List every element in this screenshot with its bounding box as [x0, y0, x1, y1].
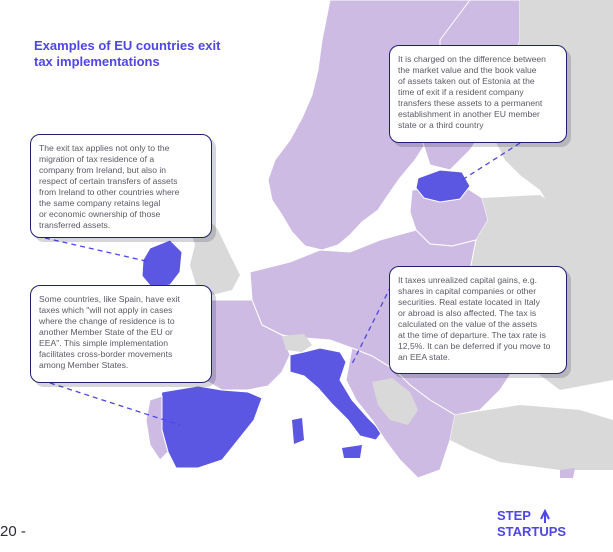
- sicily-shape: [342, 445, 362, 458]
- page-number: 20 -: [0, 523, 26, 540]
- italy-callout: It taxes unrealized capital gains, e.g. shares in capital companies or other securities. Real estate located in Italy or abroad is also affected. The tax is calculated on the value of the assets at the time of departure. The tax rate is 12,5%. It can be deferred if you move to an EEA state.: [389, 266, 567, 374]
- turkey-region: [450, 405, 613, 470]
- up-arrow-icon: [541, 511, 549, 523]
- logo-line1: STEP: [497, 508, 531, 523]
- sardinia-shape: [292, 418, 304, 444]
- ireland-shape: [142, 240, 182, 288]
- spain-callout: Some countries, like Spain, have exit taxes which "will not apply in cases where the change of residence is to another Member State of the EU or EEA". This simple implementation facilitates cross-border movements among Member States.: [30, 285, 212, 383]
- ireland-callout: The exit tax applies not only to the migration of tax residence of a company from Ireland, but also in respect of certain transfers of assets from Ireland to other countries where the same company retains legal or economic ownership of those transferred assets.: [30, 134, 212, 238]
- estonia-shape: [416, 170, 470, 202]
- connector-ireland: [45, 238, 150, 262]
- step-startups-logo: [493, 505, 573, 541]
- estonia-callout: It is charged on the difference between the market value and the book value of assets taken out of Estonia at the time of exit if a resident company transfers these assets to a permanent establishment in another EU member state or a third country: [389, 45, 567, 143]
- spain-shape: [158, 386, 262, 468]
- logo-line2: STARTUPS: [497, 524, 567, 539]
- page-title: Examples of EU countries exit tax implementations: [34, 38, 221, 69]
